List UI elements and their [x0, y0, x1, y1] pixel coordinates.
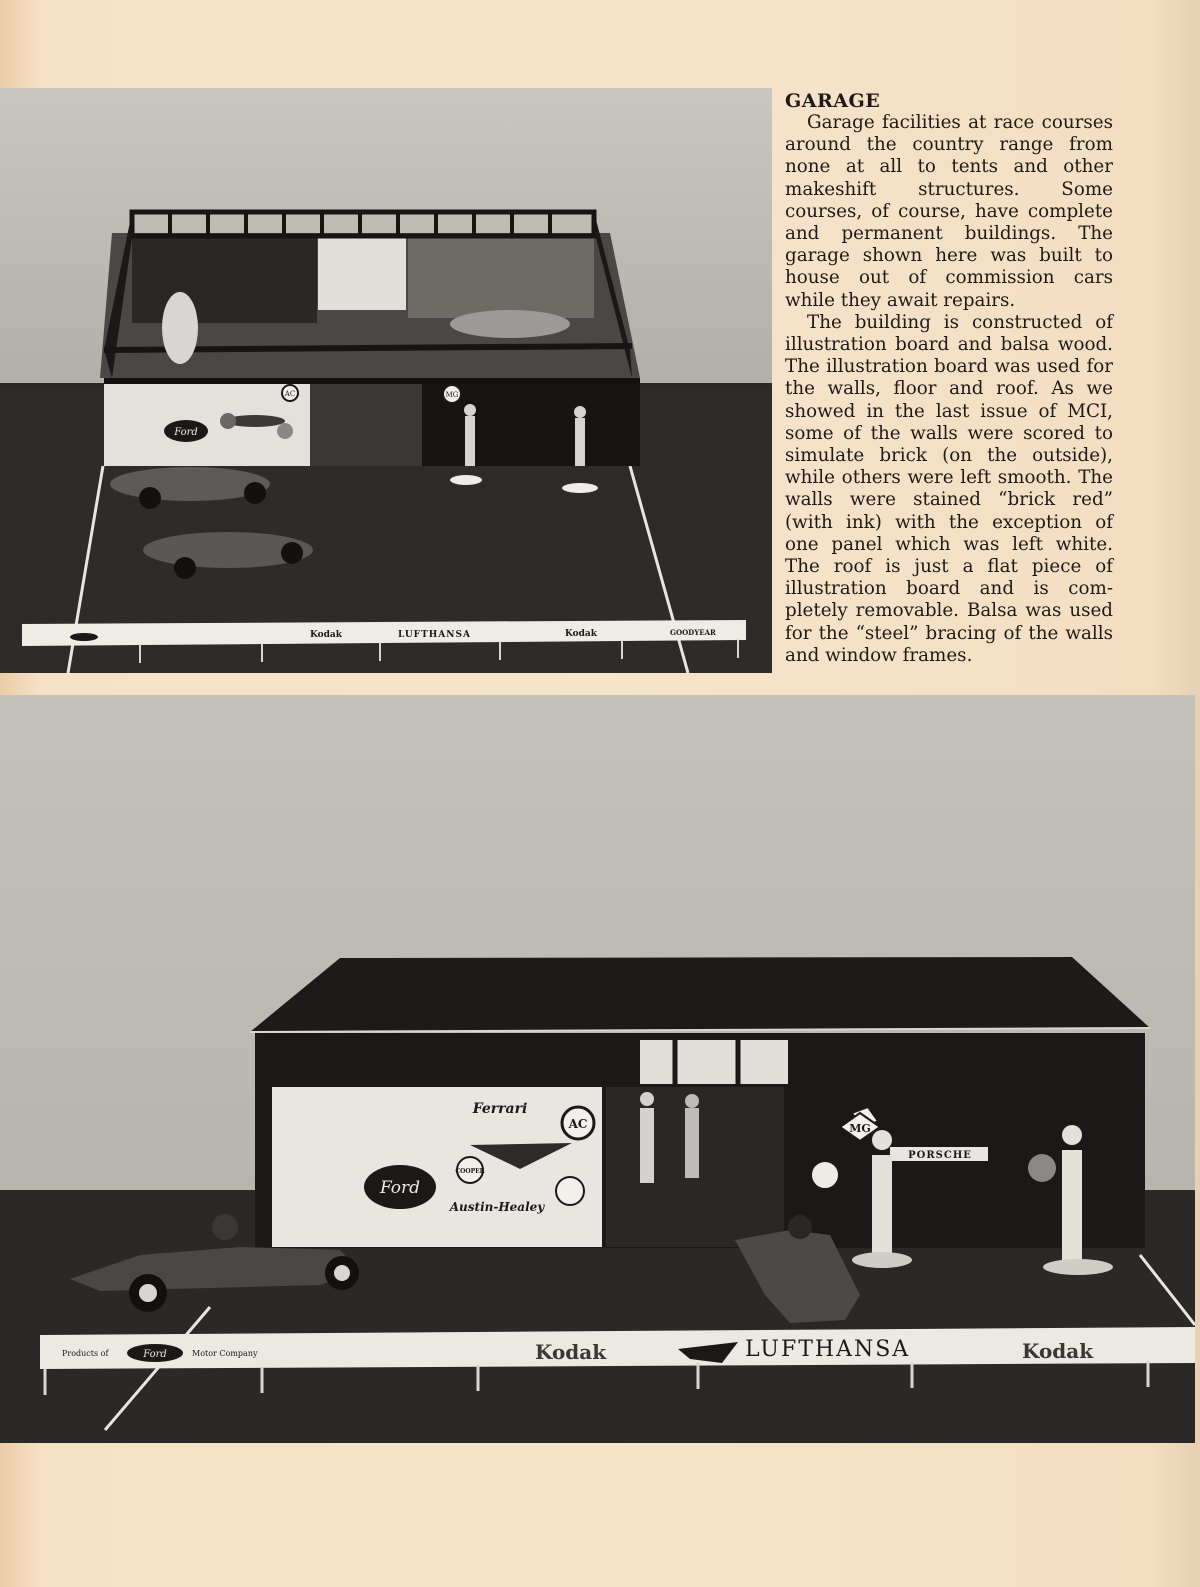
austin-healey-logo: Austin-Healey	[449, 1200, 545, 1214]
article-paragraph-1: Garage facilities at race courses around the country range from none at all to tents and other makeshift structures. Some courses, of course, have complete and permanent buildings. The garage shown here was built to house out of commission cars while they await repairs.	[785, 112, 1113, 311]
garage-top-view-image	[0, 88, 772, 673]
top-banner-goodyear: GOODYEAR	[670, 628, 716, 637]
banner-motor-company: Motor Company	[192, 1349, 258, 1358]
cooper-logo: COOPER	[455, 1168, 485, 1175]
garage-front-view-image	[0, 695, 1195, 1443]
ford-logo: Ford	[379, 1178, 421, 1198]
banner-kodak-2: Kodak	[1022, 1339, 1094, 1363]
mg-logo: MG	[849, 1122, 871, 1135]
top-banner-kodak-1: Kodak	[310, 630, 342, 640]
top-banner-lufthansa: LUFTHANSA	[398, 630, 471, 640]
banner-kodak-1: Kodak	[535, 1340, 607, 1364]
banner-ford-logo: Ford	[143, 1349, 167, 1360]
top-ford-logo: Ford	[174, 427, 198, 438]
banner-products-of: Products of	[62, 1349, 109, 1358]
ac-logo: AC	[568, 1117, 588, 1131]
garage-top-view-photo	[0, 88, 772, 673]
ferrari-logo: Ferrari	[472, 1101, 528, 1117]
porsche-logo: PORSCHE	[908, 1150, 972, 1161]
article-paragraph-2: The building is constructed of illustration board and balsa wood. The illustration board was used for the walls, floor and roof. As we showed in the last issue of MCI, some of the walls were scored to simulate brick (on the outside), while others were left smooth. The walls were stained “brick red” (with ink) with the exception of one panel which was left white. The roof is just a flat piece of illustration board and is completely removable. Balsa was used for the “steel” bracing of the walls and window frames.	[785, 311, 1113, 666]
top-banner-kodak-2: Kodak	[565, 629, 597, 639]
article-heading: GARAGE	[785, 90, 881, 112]
top-ac-logo: AC	[284, 390, 296, 398]
banner-lufthansa: LUFTHANSA	[745, 1337, 911, 1362]
garage-front-view-photo	[0, 695, 1195, 1443]
article-column	[785, 90, 1113, 667]
top-mg-logo: MG	[445, 391, 459, 399]
